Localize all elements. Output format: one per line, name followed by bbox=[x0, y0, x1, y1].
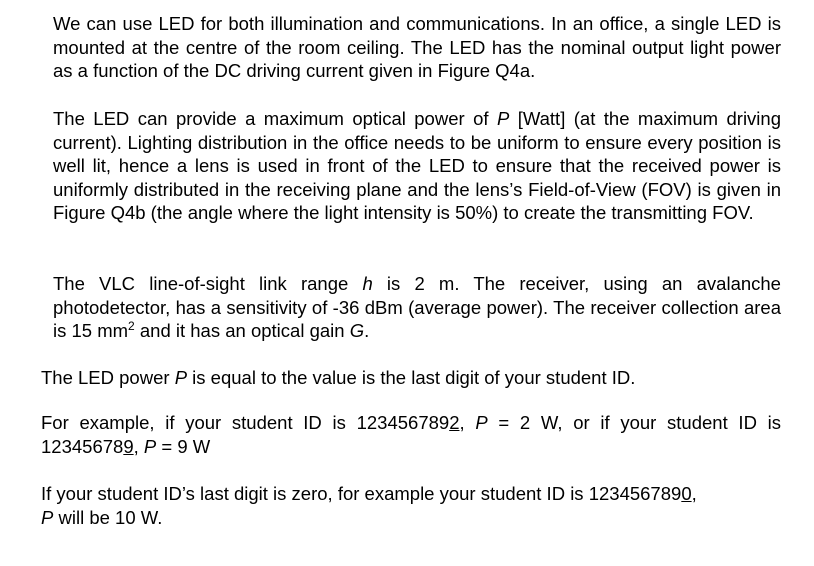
text: is 2 m. The receiver, using an avalanche photodetector, has a sensitivity of -36 dBm (average power). The receiver collection area is 15 mm bbox=[53, 273, 781, 341]
variable-h: h bbox=[362, 273, 373, 294]
text: The LED power bbox=[41, 367, 175, 388]
superscript: 2 bbox=[128, 319, 135, 333]
variable-p: P bbox=[143, 435, 157, 457]
variable-p: P bbox=[41, 506, 54, 528]
text: The VLC line-of-sight link range bbox=[53, 273, 363, 294]
paragraph-led-optical-power bbox=[53, 107, 781, 225]
text: , bbox=[133, 435, 144, 457]
underlined-digit: 2 bbox=[449, 412, 460, 433]
paragraph-zero-digit bbox=[41, 482, 781, 529]
text: For example, if your student ID is 123456789 bbox=[41, 412, 450, 433]
text: The LED can provide a maximum optical power of bbox=[53, 108, 497, 129]
text: [Watt] (at the maximum driving current). Lighting distribution in the office needs to be uniform to ensure every position is well lit, hence a lens is used in front of the LED to ensure that the received power is uniformly distributed in the receiving plane and the lens’s Field-of-View (FOV) is given in Figure Q4b (the angle where the light intensity is 50%) to create the transmitting FOV. bbox=[53, 108, 781, 223]
variable-p: P bbox=[496, 108, 510, 129]
underlined-digit: 0 bbox=[681, 483, 692, 504]
variable-p: P bbox=[174, 367, 188, 388]
text: . bbox=[364, 320, 370, 341]
text: , bbox=[459, 412, 476, 433]
text: is equal to the value is the last digit of your student ID. bbox=[187, 367, 636, 388]
text: = 2 W, or if your student ID is 12345678 bbox=[41, 412, 781, 457]
paragraph-example bbox=[41, 411, 781, 458]
text: , bbox=[691, 483, 697, 504]
text: will be 10 W. bbox=[53, 506, 163, 528]
text: If your student ID’s last digit is zero, for example your student ID is 123456789 bbox=[41, 483, 682, 504]
text: = 9 W bbox=[156, 435, 211, 457]
text: and it has an optical gain bbox=[134, 320, 350, 341]
paragraph-vlc-link bbox=[53, 272, 781, 343]
variable-p: P bbox=[475, 412, 488, 433]
paragraph-led-intro: We can use LED for both illumination and communications. In an office, a single LED is mounted at the centre of the room ceiling. The LED has the nominal output light power as a function of the DC driving current given in Figure Q4a. bbox=[53, 13, 781, 81]
variable-g: G bbox=[349, 320, 365, 341]
underlined-digit: 9 bbox=[123, 435, 134, 457]
paragraph-led-power-rule bbox=[41, 366, 781, 390]
